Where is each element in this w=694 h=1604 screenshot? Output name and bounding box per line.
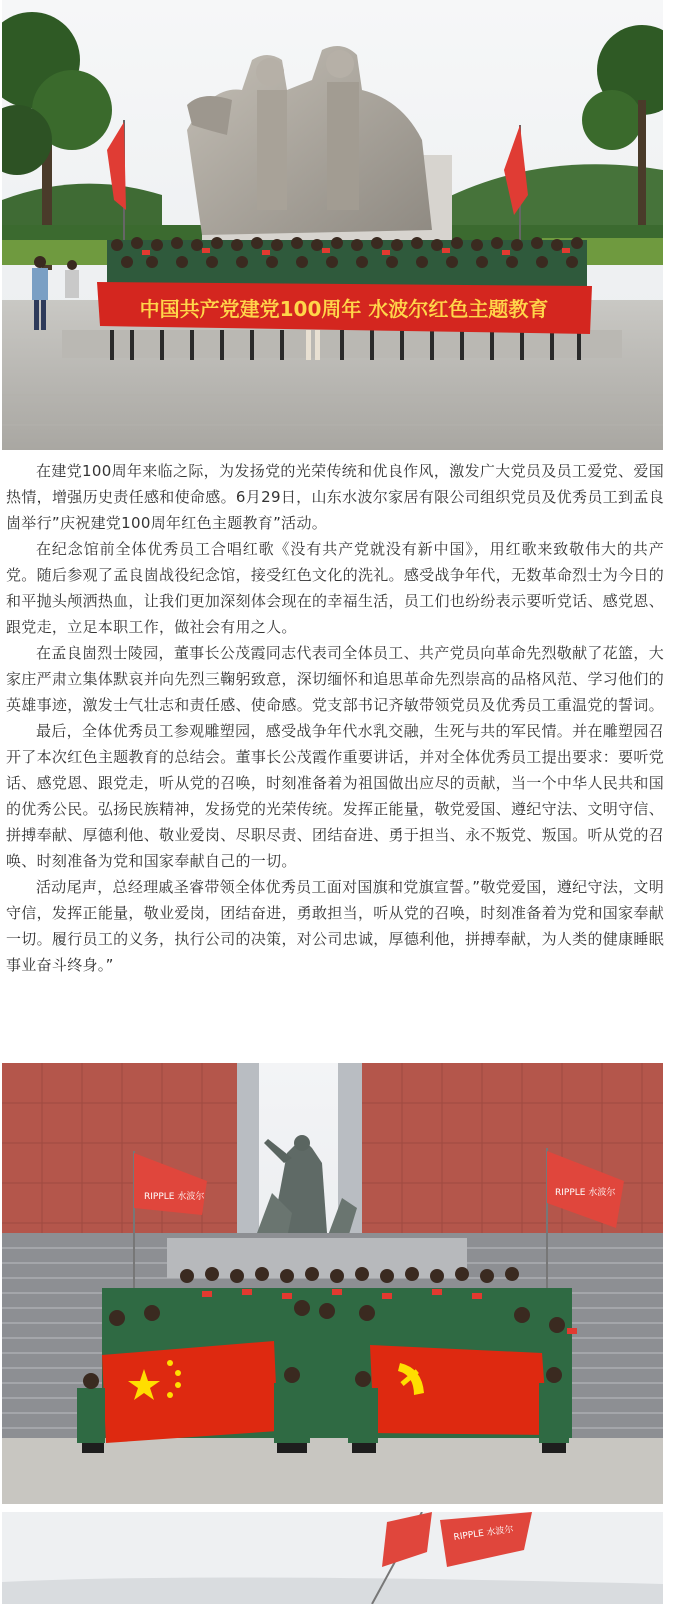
party-flag xyxy=(370,1345,548,1435)
company-flag-left-text: RIPPLE 水波尔 xyxy=(144,1192,205,1202)
group-photo-flags-image xyxy=(2,1512,663,1604)
company-flag-right-text: RIPPLE 水波尔 xyxy=(555,1188,616,1198)
paragraph-3: 在孟良崮烈士陵园，董事长公茂霞同志代表司全体员工、共产党员向革命先烈敬献了花篮，大家庄严肃立集体默哀并向先烈三鞠躬致意，深切缅怀和追思革命先烈崇高的品格风范、学习他们的英雄事迹，激发士气壮志和责任感、使命感。党支部书记齐敏带领党员及优秀员工重温党的誓词。 xyxy=(6,644,664,714)
group-photo-memorial-hall-image xyxy=(2,1063,663,1504)
group-photo-monument xyxy=(2,0,663,450)
group-photo-flags xyxy=(2,1512,663,1604)
group-photo-monument-image xyxy=(2,0,663,450)
article-body xyxy=(6,458,664,978)
paragraph-4: 最后，全体优秀员工参观雕塑园，感受战争年代水乳交融，生死与共的军民情。并在雕塑园召开了本次红色主题教育的总结会。董事长公茂霞作重要讲话，并对全体优秀员工提出要求：要听党话、感党恩、跟党走，听从党的召唤，时刻准备着为祖国做出应尽的贡献，当一个中华人民共和国的优秀公民。弘扬民族精神，发扬党的光荣传统。发挥正能量，敬党爱国、遵纪守法、文明守信、拼搏奉献、厚德利他、敬业爱岗、尽职尽责、团结奋进、勇于担当、永不叛党、叛国。听从党的召唤、时刻准备为党和国家奉献自己的一切。 xyxy=(6,722,664,870)
banner-text: 中国共产党建党100周年 水波尔红色主题教育 xyxy=(139,297,549,321)
banner xyxy=(97,282,592,334)
paragraph-2: 在纪念馆前全体优秀员工合唱红歌《没有共产党就没有新中国》，用红歌来致敬伟大的共产党。随后参观了孟良崮战役纪念馆，接受红色文化的洗礼。感受战争年代，无数革命烈士为今日的和平抛头颅洒热血，让我们更加深刻体会现在的幸福生活，员工们也纷纷表示要听党话、感党恩、跟党走，立足本职工作，做社会有用之人。 xyxy=(6,540,664,636)
red-building-left xyxy=(2,1063,259,1253)
paragraph-1: 在建党100周年来临之际，为发扬党的光荣传统和优良作风，激发广大党员及员工爱党、爱国热情，增强历史责任感和使命感。6月29日，山东水波尔家居有限公司组织党员及优秀员工到孟良崮举行”庆祝建党100周年红色主题教育”活动。 xyxy=(6,462,664,532)
group-photo-memorial-hall xyxy=(2,1063,663,1504)
paragraph-5: 活动尾声，总经理戚圣睿带领全体优秀员工面对国旗和党旗宣誓。”敬党爱国，遵纪守法，文明守信，发挥正能量，敬业爱岗，团结奋进，勇敢担当，听从党的召唤，时刻准备着为党和国家奉献一切。履行员工的义务，执行公司的决策，对公司忠诚，厚德利他，拼搏奉献，为人类的健康睡眠事业奋斗终身。” xyxy=(6,878,664,974)
national-flag xyxy=(102,1341,278,1443)
company-flag-top-right-text: RIPPLE 水波尔 xyxy=(453,1524,515,1543)
